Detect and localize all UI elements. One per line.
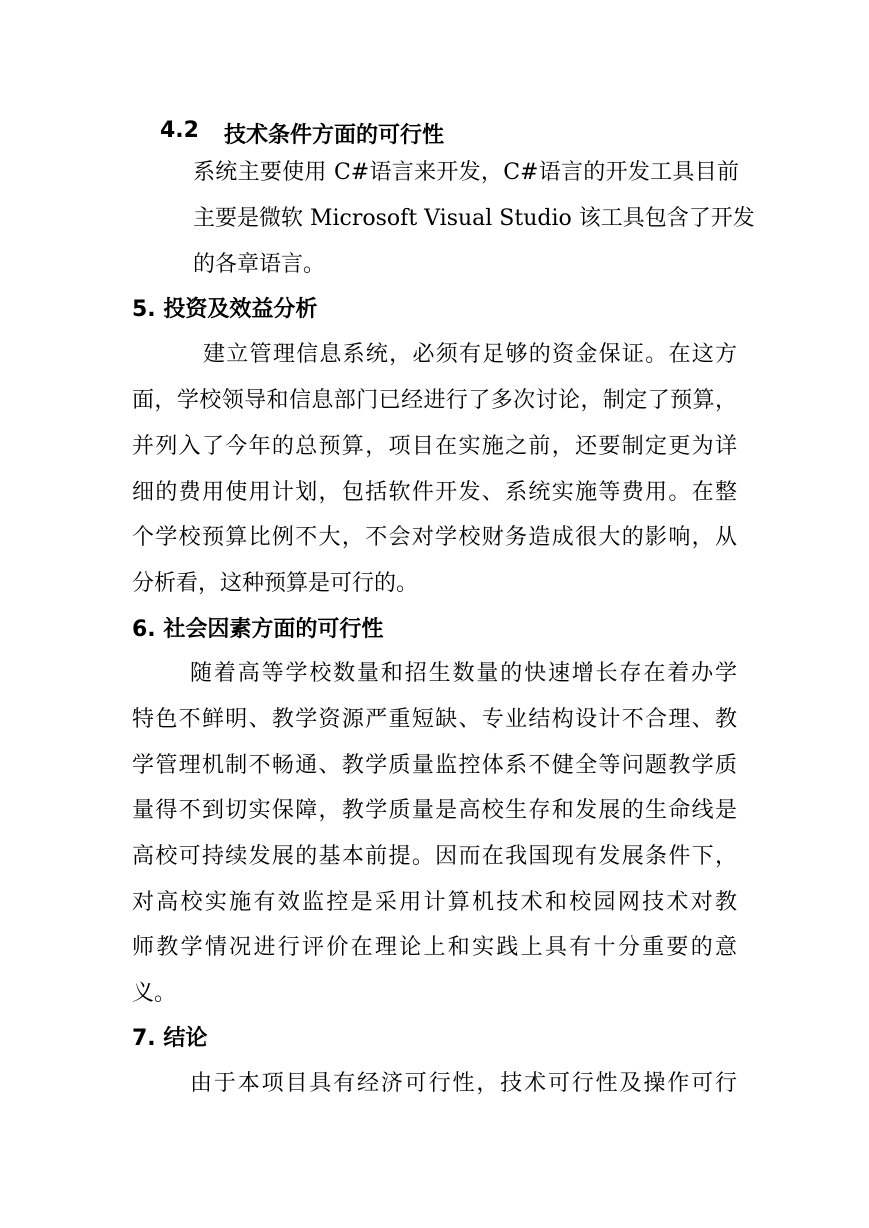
section-5-line-4: 细的费用使用计划，包括软件开发、系统实施等费用。在整	[132, 480, 737, 505]
section-4-2-line-2: 主要是微软 Microsoft Visual Studio 该工具包含了开发	[193, 206, 755, 231]
section-4-2-line-3: 的各章语言。	[193, 252, 326, 277]
section-7-title: 7. 结论	[132, 1026, 208, 1051]
section-7-line-1: 由于本项目具有经济可行性，技术可行性及操作可行	[190, 1071, 737, 1096]
section-5-line-3: 并列入了今年的总预算，项目在实施之前，还要制定更为详	[132, 434, 737, 459]
section-6-line-1: 随着高等学校数量和招生数量的快速增长存在着办学	[190, 661, 737, 686]
section-5-line-1: 建立管理信息系统，必须有足够的资金保证。在这方	[203, 342, 737, 367]
section-6-line-5: 高校可持续发展的基本前提。因而在我国现有发展条件下，	[132, 844, 737, 869]
section-5-line-6: 分析看，这种预算是可行的。	[132, 571, 419, 596]
section-6-line-3: 学管理机制不畅通、教学质量监控体系不健全等问题教学质	[132, 753, 737, 778]
section-6-line-2: 特色不鲜明、教学资源严重短缺、专业结构设计不合理、教	[132, 707, 737, 732]
section-4-2-line-1: 系统主要使用 C#语言来开发，C#语言的开发工具目前	[193, 160, 739, 185]
section-5-title: 5. 投资及效益分析	[132, 297, 318, 322]
section-6-line-8: 义。	[132, 981, 177, 1006]
section-5-line-2: 面，学校领导和信息部门已经进行了多次讨论，制定了预算，	[132, 388, 737, 413]
section-4-2-title: 技术条件方面的可行性	[224, 123, 445, 148]
section-6-line-7: 师教学情况进行评价在理论上和实践上具有十分重要的意	[132, 935, 737, 960]
section-6-title: 6. 社会因素方面的可行性	[132, 617, 384, 642]
section-4-2-number: 4.2	[160, 118, 199, 143]
section-5-line-5: 个学校预算比例不大，不会对学校财务造成很大的影响，从	[132, 525, 737, 550]
section-6-line-4: 量得不到切实保障，教学质量是高校生存和发展的生命线是	[132, 798, 737, 823]
section-6-line-6: 对高校实施有效监控是采用计算机技术和校园网技术对教	[132, 890, 737, 915]
